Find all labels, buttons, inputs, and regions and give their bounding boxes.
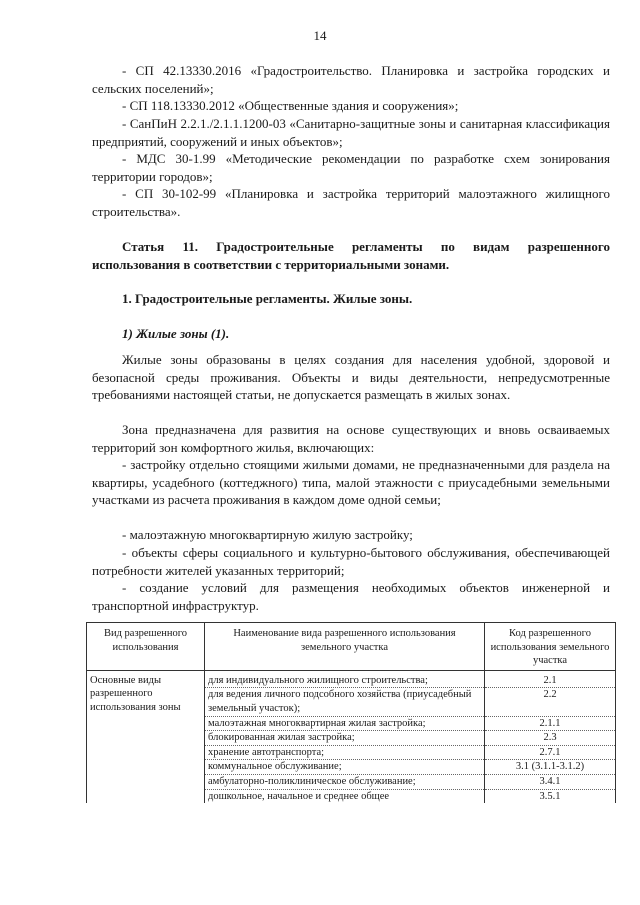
table-category-cell: Основные виды разрешенного использования зоны [87,670,205,803]
table-cell-name: блокированная жилая застройка; [205,731,485,746]
article-title: Статья 11. Градостроительные регламенты по видам разрешенного использования в соответствии с территориальными зонами. [92,239,610,272]
norm-item-3: - СанПиН 2.2.1./2.1.1.1200-03 «Санитарно-защитные зоны и санитарная классификация предприятий, сооружений и иных объектов»; [92,116,610,149]
norm-item-5: - СП 30-102-99 «Планировка и застройка территорий малоэтажного жилищного строительства». [92,186,610,219]
body-paragraph-2: Зона предназначена для развития на основе существующих и вновь осваиваемых территорий зон комфортного жилья, включающих: [92,422,610,455]
body-paragraph-6: - создание условий для размещения необходимых объектов инженерной и транспортной инфраструктур. [92,580,610,613]
permitted-use-table [86,622,616,803]
table-cell-name: дошкольное, начальное и среднее общее [205,789,485,803]
norm-item-1: - СП 42.13330.2016 «Градостроительство. Планировка и застройка городских и сельских поселений»; [92,63,610,96]
table-cell-name: коммунальное обслуживание; [205,760,485,775]
body-paragraph-5: - объекты сферы социального и культурно-бытового обслуживания, обеспечивающей потребности жителей указанных территорий; [92,545,610,578]
table-cell-code: 3.5.1 [485,789,616,803]
subsection-title: 1) Жилые зоны (1). [122,326,230,341]
body-paragraph-4: - малоэтажную многоквартирную жилую застройку; [122,527,413,542]
norm-item-4: - МДС 30-1.99 «Методические рекомендации по разработке схем зонирования территории городов»; [92,151,610,184]
page-number: 14 [313,28,327,43]
table-header-use-code: Код разрешенного использования земельного участка [485,623,616,671]
table-header-use-name: Наименование вида разрешенного использования земельного участка [205,623,485,671]
table-cell-name: хранение автотранспорта; [205,745,485,760]
table-cell-code: 2.2 [485,688,616,716]
section-title: 1. Градостроительные регламенты. Жилые зоны. [122,291,413,306]
table-cell-name: малоэтажная многоквартирная жилая застройка; [205,716,485,731]
body-paragraph-1: Жилые зоны образованы в целях создания для населения удобной, здоровой и безопасной среды проживания. Объекты и виды деятельности, непредусмотренные требованиями настоящей статьи, не допускается размещать в жилых зонах. [92,352,610,403]
table-cell-name: для ведения личного подсобного хозяйства (приусадебный земельный участок); [205,688,485,716]
table-cell-code: 2.1.1 [485,716,616,731]
table-cell-code: 3.4.1 [485,774,616,789]
norm-item-2: - СП 118.13330.2012 «Общественные здания и сооружения»; [122,98,459,113]
table-header-row [87,623,616,671]
table-row [87,670,616,688]
table-cell-code: 2.1 [485,670,616,688]
table-cell-code: 3.1 (3.1.1-3.1.2) [485,760,616,775]
table-cell-code: 2.7.1 [485,745,616,760]
table-header-use-type: Вид разрешенного использования [87,623,205,671]
table-cell-name: амбулаторно-поликлиническое обслуживание; [205,774,485,789]
body-paragraph-3: - застройку отдельно стоящими жилыми домами, не предназначенными для раздела на квартиры, усадебного (коттеджного) типа, малой этажности с приусадебными земельными участками из расчета проживания в каждом доме одной семьи; [92,457,610,508]
table-cell-name: для индивидуального жилищного строительства; [205,670,485,688]
table-cell-code: 2.3 [485,731,616,746]
